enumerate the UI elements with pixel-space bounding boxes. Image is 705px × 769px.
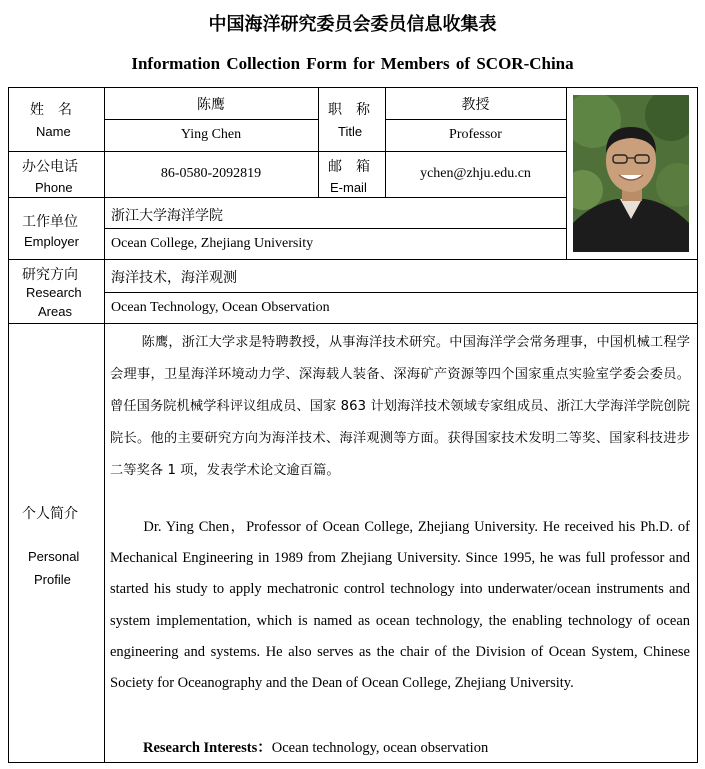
research-label-en1: Research [26,285,82,300]
research-interests-label: Research Interests： [143,740,272,756]
title-label-cn: 职 称 [328,102,370,118]
profile-text-en: Dr. Ying Chen，Professor of Ocean College, Zhejiang University. He received his Ph.D. of Mechanical Engineering in 1989 from Zhejiang University. Since 1995, he was full professor and started his study to apply mechatronic control technology into underwater/ocean instruments and system implementation, which is named as ocean technology, the enabling technology of ocean engineering and systems. He also serves as the chair of the Division of Ocean System, Chinese Society for Oceanography and the Dean of Ocean College, Zhejiang University. [110,519,690,692]
row-research-bottom [8,323,698,324]
profile-text-cn: 陈鹰，浙江大学求是特聘教授，从事海洋技术研究。中国海洋学会常务理事，中国机械工程学会理事，卫星海洋环境动力学、深海载人装备、深海矿产资源等四个国家重点实验室学委会委员。曾任国务院机械学科评议组成员、国家 863 计划海洋技术领域专家组成员、浙江大学海洋学院创院院长。他的主要研究方向为海洋技术、海洋观测等方面。获得国家技术发明二等奖、国家科技进步二等奖各 1 项，发表学术论文逾百篇。 [110,335,690,478]
phone-label-en: Phone [35,180,73,195]
email-label-cn: 邮 箱 [328,159,370,175]
photo-column-left [566,87,567,259]
employer-value-cn: 浙江大学海洋学院 [111,208,223,224]
phone-value: 86-0580-2092819 [160,166,262,181]
label-column-divider [104,87,105,763]
title-value-divider [385,119,566,120]
research-value-en: Ocean Technology, Ocean Observation [111,300,330,315]
research-value-cn: 海洋技术，海洋观测 [111,270,237,286]
name-label-cn: 姓 名 [30,102,72,118]
name-value-en: Ying Chen [180,127,242,142]
employer-label-en: Employer [24,234,79,249]
phone-label-cn: 办公电话 [22,159,78,175]
title-value-cn: 教授 [461,97,490,113]
portrait-photo-icon [573,95,689,252]
research-label-en2: Areas [38,304,72,319]
email-label-en: E-mail [330,180,367,195]
profile-label-en2: Profile [34,572,71,587]
row-employer-bottom [8,259,698,260]
research-interests [143,736,488,757]
form-title-cn: 中国海洋研究委员会委员信息收集表 [208,14,497,35]
form-title-en: Information Collection Form for Members of SCOR-China [131,54,574,73]
profile-label-cn: 个人简介 [22,506,78,522]
research-label-cn: 研究方向 [22,267,78,283]
row-name-bottom [8,151,566,152]
name-value-cn: 陈鹰 [197,97,225,113]
title-value-en: Professor [449,127,502,142]
name-label-en: Name [36,124,71,139]
employer-label-cn: 工作单位 [22,214,78,230]
profile-label-en1: Personal [28,549,80,564]
row-phone-bottom [8,197,566,198]
title-label-en: Title [338,124,363,139]
email-value: ychen@zhju.edu.cn [420,166,531,181]
title-label-left [318,87,319,198]
employer-value-en: Ocean College, Zhejiang University [111,236,314,251]
employer-divider [104,228,566,229]
research-interests-value: Ocean technology, ocean observation [271,740,489,756]
portrait-photo [573,95,689,252]
name-value-divider [104,119,318,120]
research-divider [104,292,698,293]
